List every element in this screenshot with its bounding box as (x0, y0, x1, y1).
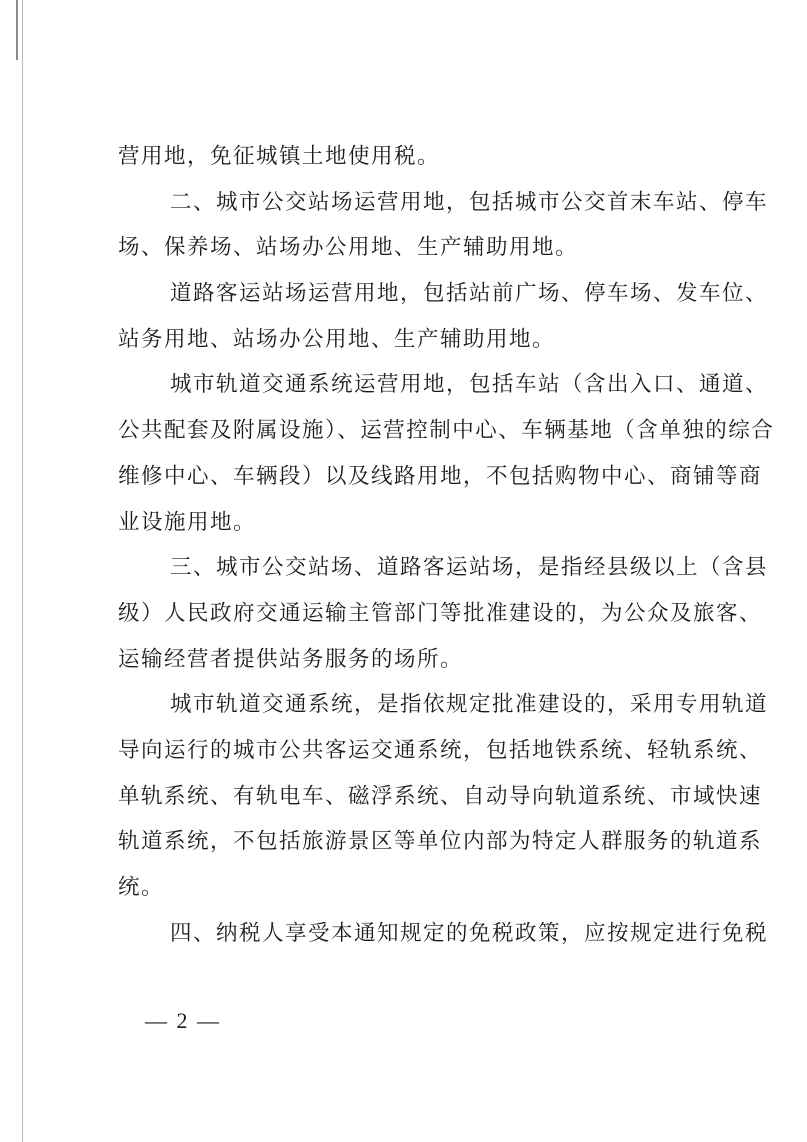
text-line: 二、城市公交站场运营用地，包括城市公交首末车站、停车 (170, 189, 769, 215)
text-line: 级）人民政府交通运输主管部门等批准建设的，为公众及旅客、 (118, 600, 763, 626)
document-body (118, 134, 775, 956)
text-line: 业设施用地。 (118, 509, 257, 535)
scan-edge-mark (16, 0, 18, 60)
text-line: 公共配套及附属设施）、运营控制中心、车辆基地（含单独的综合 (118, 418, 775, 444)
text-line: 道路客运站场运营用地，包括站前广场、停车场、发车位、 (170, 281, 769, 307)
text-line: 轨道系统，不包括旅游景区等单位内部为特定人群服务的轨道系 (118, 829, 763, 855)
scan-edge-line (22, 0, 23, 1142)
page-number: — 2 — (145, 1008, 221, 1033)
text-line: 城市轨道交通系统，是指依规定批准建设的，采用专用轨道 (170, 692, 769, 718)
text-line: 维修中心、车辆段）以及线路用地，不包括购物中心、商铺等商 (118, 463, 763, 489)
text-line: 导向运行的城市公共客运交通系统，包括地铁系统、轻轨系统、 (118, 737, 763, 763)
text-line: 单轨系统、有轨电车、磁浮系统、自动导向轨道系统、市域快速 (118, 783, 763, 809)
text-line: 营用地，免征城镇土地使用税。 (118, 144, 441, 169)
text-line: 城市轨道交通系统运营用地，包括车站（含出入口、通道、 (170, 372, 769, 398)
text-line: 四、纳税人享受本通知规定的免税政策，应按规定进行免税 (170, 920, 769, 946)
text-line: 场、保养场、站场办公用地、生产辅助用地。 (118, 235, 579, 261)
text-line: 三、城市公交站场、道路客运站场，是指经县级以上（含县 (170, 555, 769, 581)
text-line: 统。 (118, 875, 165, 900)
text-line: 站务用地、站场办公用地、生产辅助用地。 (118, 326, 556, 352)
text-line: 运输经营者提供站务服务的场所。 (118, 646, 464, 672)
